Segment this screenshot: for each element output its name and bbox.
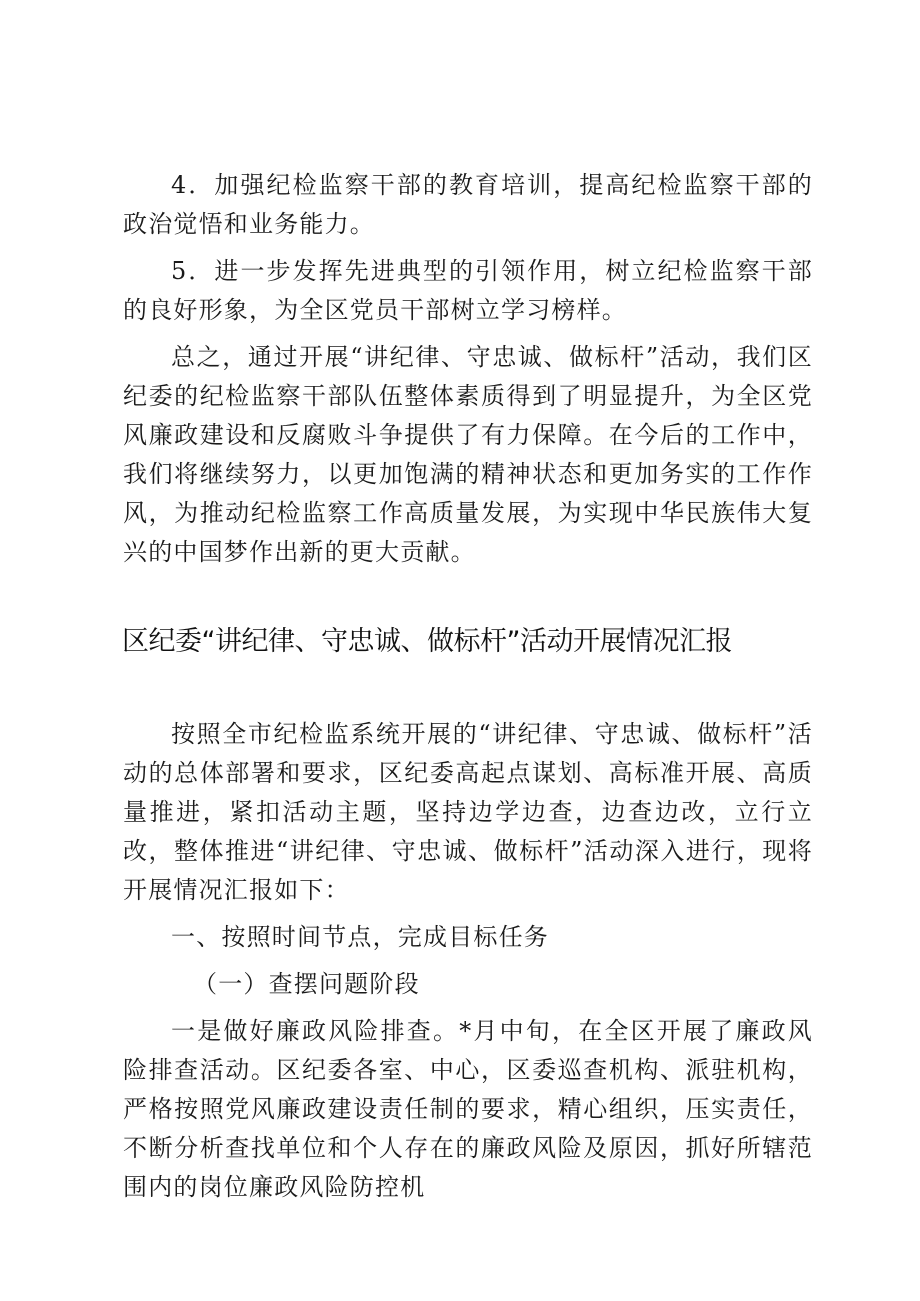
section-heading-1: 一、按照时间节点，完成目标任务 [171, 923, 549, 951]
measure-item-5: 5．进一步发挥先进典型的引领作用，树立纪检监察干部的良好形象，为全区党员干部树立学习榜样。 [123, 257, 813, 324]
summary-paragraph: 总之，通过开展“讲纪律、守忠诚、做标杆”活动，我们区纪委的纪检监察干部队伍整体素质得到了明显提升，为全区党风廉政建设和反腐败斗争提供了有力保障。在今后的工作中，我们将继续努力，以更加饱满的精神状态和更加务实的工作作风，为推动纪检监察工作高质量发展，为实现中华民族伟大复兴的中国梦作出新的更大贡献。 [123, 343, 813, 566]
body-paragraph-1: 一是做好廉政风险排查。*月中旬，在全区开展了廉政风险排查活动。区纪委各室、中心，区委巡查机构、派驻机构，严格按照党风廉政建设责任制的要求，精心组织，压实责任，不断分析查找单位和个人存在的廉政风险及原因，抓好所辖范围内的岗位廉政风险防控机 [123, 1017, 813, 1201]
measure-item-4: 4．加强纪检监察干部的教育培训，提高纪检监察干部的政治觉悟和业务能力。 [123, 171, 813, 238]
intro-paragraph: 按照全市纪检监系统开展的“讲纪律、守忠诚、做标杆”活动的总体部署和要求，区纪委高起点谋划、高标准开展、高质量推进，紧扣活动主题，坚持边学边查，边查边改，立行立改，整体推进“讲纪律、守忠诚、做标杆”活动深入进行，现将开展情况汇报如下： [123, 720, 813, 904]
previous-section-text [123, 166, 813, 572]
subsection-heading-1: （一）查摆问题阶段 [193, 970, 420, 998]
report-title: 区纪委“讲纪律、守忠诚、做标杆”活动开展情况汇报 [122, 626, 732, 657]
report-body [123, 715, 813, 1207]
